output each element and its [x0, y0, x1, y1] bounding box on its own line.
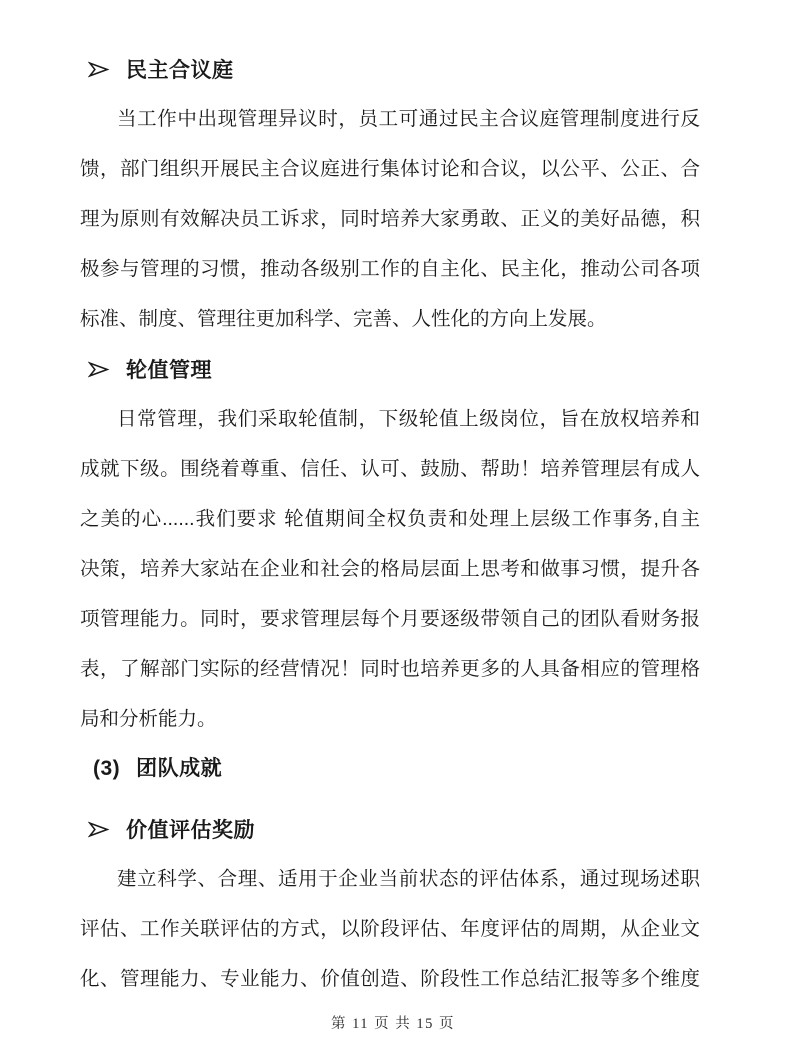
text-line: 馈，部门组织开展民主合议庭进行集体讨论和合议，以公平、公正、合 [80, 158, 700, 180]
heading-label: 轮值管理 [126, 359, 212, 382]
paragraph-rotation-management [80, 394, 700, 744]
text-line: 项管理能力。同时，要求管理层每个月要逐级带领自己的团队看财务报 [80, 608, 700, 630]
text-line: 极参与管理的习惯，推动各级别工作的自主化、民主化，推动公司各项 [80, 258, 700, 280]
heading-label: 价值评估奖励 [126, 819, 255, 842]
document-content [80, 44, 700, 1004]
heading-number: (3) [93, 757, 121, 780]
text-line: 日常管理，我们采取轮值制，下级轮值上级岗位，旨在放权培养和 [117, 408, 700, 430]
arrow-bullet-icon [88, 821, 110, 838]
text-line: 决策，培养大家站在企业和社会的格局层面上思考和做事习惯，提升各 [80, 558, 700, 580]
text-line: 标准、制度、管理往更加科学、完善、人性化的方向上发展。 [80, 308, 607, 330]
text-line: 当工作中出现管理异议时，员工可通过民主合议庭管理制度进行反 [117, 108, 700, 130]
page-number-label: 第 11 页 共 15 页 [330, 1016, 456, 1032]
numbered-heading-team-achievement [80, 744, 700, 794]
bullet-heading-democratic-council [80, 44, 700, 94]
text-line: 之美的心......我们要求 轮值期间全权负责和处理上层级工作事务,自主 [80, 508, 700, 530]
text-line: 局和分析能力。 [80, 708, 217, 730]
text-line: 建立科学、合理、适用于企业当前状态的评估体系，通过现场述职 [117, 868, 700, 890]
paragraph-democratic-council [80, 94, 700, 344]
text-line: 成就下级。围绕着尊重、信任、认可、鼓励、帮助！培养管理层有成人 [80, 458, 700, 480]
paragraph-value-evaluation [80, 854, 700, 1004]
arrow-bullet-icon [88, 361, 110, 378]
text-line: 评估、工作关联评估的方式，以阶段评估、年度评估的周期，从企业文 [80, 918, 700, 940]
text-line: 化、管理能力、专业能力、价值创造、阶段性工作总结汇报等多个维度 [80, 968, 700, 990]
bullet-heading-value-evaluation-reward [80, 804, 700, 854]
heading-label: 团队成就 [136, 757, 223, 780]
bullet-heading-rotation-management [80, 344, 700, 394]
page-footer [0, 1012, 786, 1033]
text-line: 理为原则有效解决员工诉求，同时培养大家勇敢、正义的美好品德，积 [80, 208, 700, 230]
arrow-bullet-icon [88, 61, 110, 78]
text-line: 表，了解部门实际的经营情况！同时也培养更多的人具备相应的管理格 [80, 658, 700, 680]
heading-label: 民主合议庭 [126, 59, 234, 82]
